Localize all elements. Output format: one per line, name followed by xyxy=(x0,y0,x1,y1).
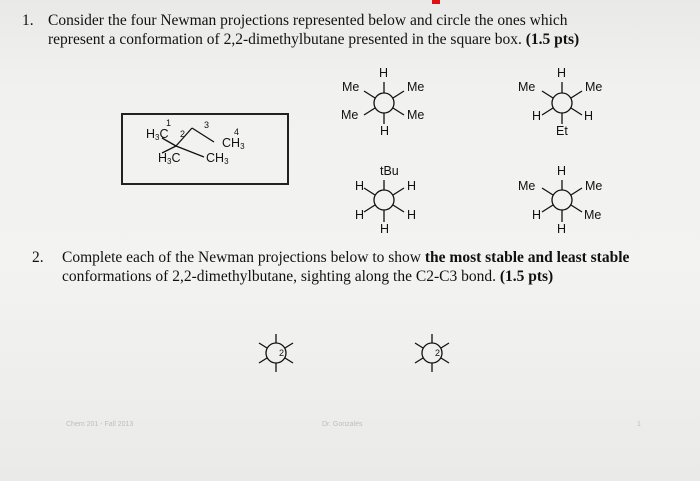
newman-4-upper-left: Me xyxy=(518,179,536,193)
newman-2-upper-left: Me xyxy=(518,80,536,94)
question-1-number: 1. xyxy=(22,12,34,29)
carbon-1-label: 1 xyxy=(166,118,172,128)
newman-1-lower-right: Me xyxy=(407,108,425,122)
newman-1-upper-right: Me xyxy=(407,80,425,94)
question-2-line2: conformations of 2,2-dimethylbutane, sighting along the C2-C3 bond. xyxy=(62,268,496,285)
footer-course: Chem 201 - Fall 2013 xyxy=(66,421,134,428)
question-2-number: 2. xyxy=(32,249,44,266)
template-2-center-label: 2 xyxy=(435,348,441,358)
newman-2-circle xyxy=(552,93,572,113)
question-1-line1: Consider the four Newman projections represented below and circle the ones which xyxy=(48,12,568,29)
newman-3-lower-left: H xyxy=(355,208,365,222)
newman-2-lower-left: H xyxy=(532,109,542,123)
newman-2-upper-right: Me xyxy=(585,80,603,94)
newman-2-top: H xyxy=(557,66,567,80)
newman-3-top: tBu xyxy=(380,164,399,178)
newman-4-upper-right: Me xyxy=(585,179,603,193)
footer-page-number: 1 xyxy=(637,421,641,428)
question-2-points: (1.5 pts) xyxy=(499,268,554,285)
newman-1-upper-left: Me xyxy=(342,80,360,94)
carbon-4-label: 4 xyxy=(234,127,240,137)
newman-2-lower-right: H xyxy=(584,109,594,123)
newman-3-circle xyxy=(374,190,394,210)
newman-1-circle xyxy=(374,93,394,113)
newman-3-upper-right: H xyxy=(407,179,417,193)
question-1-points: (1.5 pts) xyxy=(525,31,580,48)
newman-1-lower-left: Me xyxy=(341,108,359,122)
question-2-emphasis: the most stable and least stable xyxy=(424,249,630,266)
ch3-bottom-label: $CH_3$ xyxy=(206,151,229,166)
newman-3-upper-left: H xyxy=(355,179,365,193)
ch3-right-label: $CH_3$ xyxy=(222,136,245,151)
newman-3-bottom: H xyxy=(380,222,390,236)
newman-2-bottom: Et xyxy=(556,124,568,138)
newman-4-lower-left: H xyxy=(532,208,542,222)
newman-1-top: H xyxy=(379,66,389,80)
h3c-bottom-label: $H_3C$ xyxy=(158,151,181,166)
newman-4-lower-right: Me xyxy=(584,208,602,222)
newman-4-top: H xyxy=(557,164,567,178)
h3c-top-label: $H_3C$ xyxy=(146,127,169,142)
template-1-center-label: 2 xyxy=(279,348,285,358)
footer-instructor: Dr. Gonzales xyxy=(322,421,363,428)
newman-1-bottom: H xyxy=(380,124,390,138)
newman-4-bottom: H xyxy=(557,222,567,236)
question-2-line1: Complete each of the Newman projections below to show xyxy=(62,249,421,266)
carbon-3-label: 3 xyxy=(204,120,210,130)
newman-4-circle xyxy=(552,190,572,210)
carbon-2-label: 2 xyxy=(180,129,186,139)
newman-3-lower-right: H xyxy=(407,208,417,222)
question-1-line2: represent a conformation of 2,2-dimethylbutane presented in the square box. xyxy=(48,31,522,48)
